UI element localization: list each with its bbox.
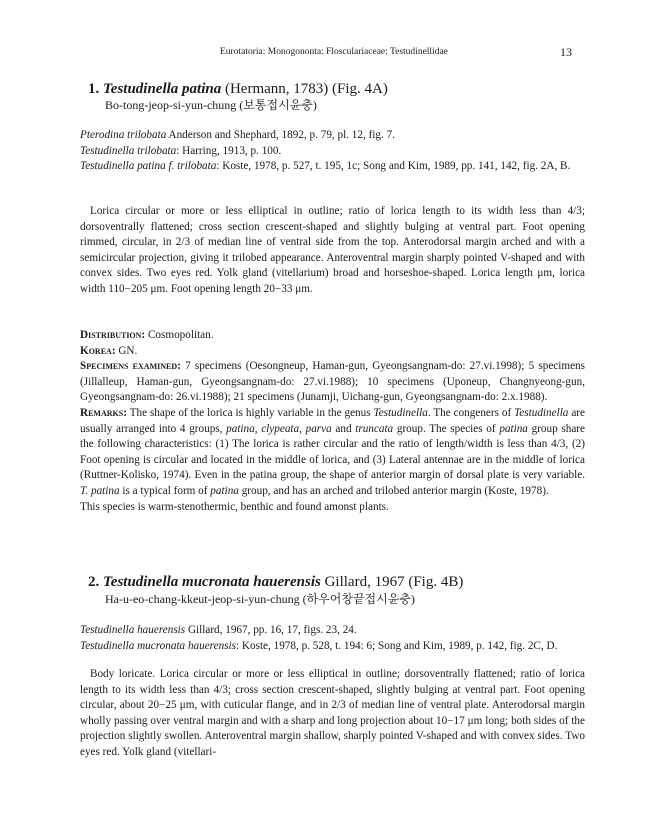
- synonym-entry: [80, 159, 585, 175]
- species-1-description: Lorica circular or more or less elliptical in outline; ratio of lorica length to its width less than 4/3; dorsoventrally flattened; cross section crescent-shaped and slightly bulging at ventral part. Foot opening rimmed, circular, in 2/3 of median line of ventral side from the top. Anterodorsal margin arched and with a semicircular projection, giving it trilobed appearance. Anteroventral margin sharply pointed V-shaped and with convex sides. Two eyes red. Yolk gland (vitellarium) broad and horseshoe-shaped. Lorica length μm, lorica width 110−205 μm. Foot opening length 20−33 μm.: [80, 205, 585, 295]
- remarks-group-name: truncata: [355, 422, 394, 435]
- distribution-value: Cosmopolitan.: [147, 329, 214, 341]
- synonym-ref: Anderson and Shephard, 1892, p. 79, pl. 12, fig. 7.: [168, 129, 396, 141]
- remarks-text: The shape of the lorica is highly variable in the genus: [129, 406, 374, 419]
- korea-value: GN.: [118, 344, 138, 357]
- running-head-text: Eurotatoria: Monogononta: Flosculariaceae: Testudinellidae: [220, 47, 448, 57]
- synonym-name: Pterodina trilobata: [80, 129, 167, 141]
- specimens-value: 7 specimens (Oesongneup, Haman-gun, Gyeongsangnam-do: 27.vi.1998); 5 specimens (Jillalleup, Haman-gun, Gyeongsangnam-do: 27.vi.1988); 10 specimens (Uponeup, Changnyeong-gun, Gyeongsangnam-do: 26.vi.1988); 21 specimens (Junamji, Uichang-gun, Gyeongsangnam-do: 2.x.1988).: [80, 360, 585, 404]
- korea-line: [80, 344, 585, 360]
- remarks-text: are usually arranged into 4 groups,: [80, 406, 585, 435]
- remarks-text: . The congeners of: [427, 406, 515, 419]
- remarks-group-names: patina, clypeata, parva: [226, 422, 332, 435]
- species-2-description-block: [80, 667, 585, 761]
- remarks-genus: Testudinella: [514, 406, 569, 419]
- distribution-label: Distribution:: [80, 329, 146, 341]
- specimens-label: Specimens examined:: [80, 360, 181, 373]
- remarks-text: group. The species of: [393, 422, 500, 435]
- synonym-ref: : Koste, 1978, p. 527, t. 195, 1c; Song and Kim, 1989, pp. 141, 142, fig. 2A, B.: [216, 160, 571, 173]
- species-2-korean-name: Ha-u-eo-chang-kkeut-jeop-si-yun-chung (하우어창끝접시윤충): [105, 592, 415, 606]
- synonym-entry: [80, 144, 585, 160]
- species-1-records: [80, 328, 585, 515]
- remarks-genus: Testudinella: [373, 406, 428, 419]
- synonym-entry: [80, 128, 585, 144]
- species-2-number: 2.: [88, 574, 100, 590]
- remarks-text: is a typical form of: [119, 484, 211, 497]
- species-1-scientific-name: Testudinella patina: [103, 81, 222, 97]
- habitat-line: This species is warm-stenothermic, benthic and found amonst plants.: [80, 500, 389, 513]
- running-head: [80, 47, 570, 61]
- remarks-text: group, and has an arched and trilobed anterior margin (Koste, 1978).: [238, 484, 549, 497]
- species-1-authority: (Hermann, 1783) (Fig. 4A): [224, 81, 388, 97]
- species-2-title: [88, 573, 463, 591]
- remarks-label: Remarks:: [80, 406, 127, 419]
- species-2-description: Body loricate. Lorica circular or more or less elliptical in outline; dorsoventrally flattened; ratio of lorica length to its width less than 4/3; cross section crescent-shaped, slightly bulging at ventral part. Foot opening circular, about 20−25 μm, with cuticular flange, and in 2/3 of median line of ventral plate. Anterodorsal margin wholly passing over ventral margin and with a sharp and long projection about 10−17 μm long; both sides of the projection slightly swollen. Anteroventral margin shallow, sharply pointed V-shaped and with convex sides. Two eyes red. Yolk gland (vitellari-: [80, 668, 585, 758]
- distribution-line: [80, 328, 585, 344]
- synonym-ref: : Harring, 1913, p. 100.: [176, 144, 282, 157]
- synonym-entry: [80, 639, 585, 655]
- synonym-ref: Gillard, 1967, pp. 16, 17, figs. 23, 24.: [185, 624, 357, 636]
- remarks-species: T. patina: [80, 484, 120, 497]
- species-2-scientific-name: Testudinella mucronata hauerensis: [103, 574, 321, 590]
- species-1-description-block: [80, 204, 585, 298]
- species-1-number: 1.: [88, 81, 100, 97]
- synonym-name: Testudinella trilobata: [80, 144, 177, 157]
- page-number: 13: [560, 45, 572, 59]
- synonym-name: Testudinella patina f. trilobata: [80, 160, 217, 173]
- remarks-group-name: patina: [210, 484, 239, 497]
- specimens-line: [80, 359, 585, 406]
- remarks-line: [80, 406, 585, 500]
- remarks-text: and: [331, 422, 356, 435]
- species-1-korean-name: Bo-tong-jeop-si-yun-chung (보통접시윤충): [105, 98, 317, 112]
- species-1-title: [88, 80, 388, 98]
- synonym-entry: [80, 623, 585, 639]
- korea-label: Korea:: [80, 344, 116, 357]
- remarks-text: group share the following characteristics: (1) The lorica is rather circular and the ratio of length/width is less than 4/3, (2) Foot opening is circular and located in the middle of lorica, and (3) Lateral antennae are in the middle of lorica (Ruttner-Kolisko, 1974). Even in the patina group, the shape of anterior margin of dorsal plate is very variable.: [80, 422, 585, 482]
- species-2-authority: Gillard, 1967 (Fig. 4B): [324, 574, 464, 590]
- synonym-name: Testudinella hauerensis: [80, 624, 186, 636]
- synonym-ref: : Koste, 1978, p. 528, t. 194: 6; Song and Kim, 1989, p. 142, fig. 2C, D.: [236, 639, 558, 652]
- synonym-name: Testudinella mucronata hauerensis: [80, 639, 237, 652]
- remarks-group-name: patina: [499, 422, 528, 435]
- species-2-synonyms: [80, 623, 585, 654]
- species-1-synonyms: [80, 128, 585, 175]
